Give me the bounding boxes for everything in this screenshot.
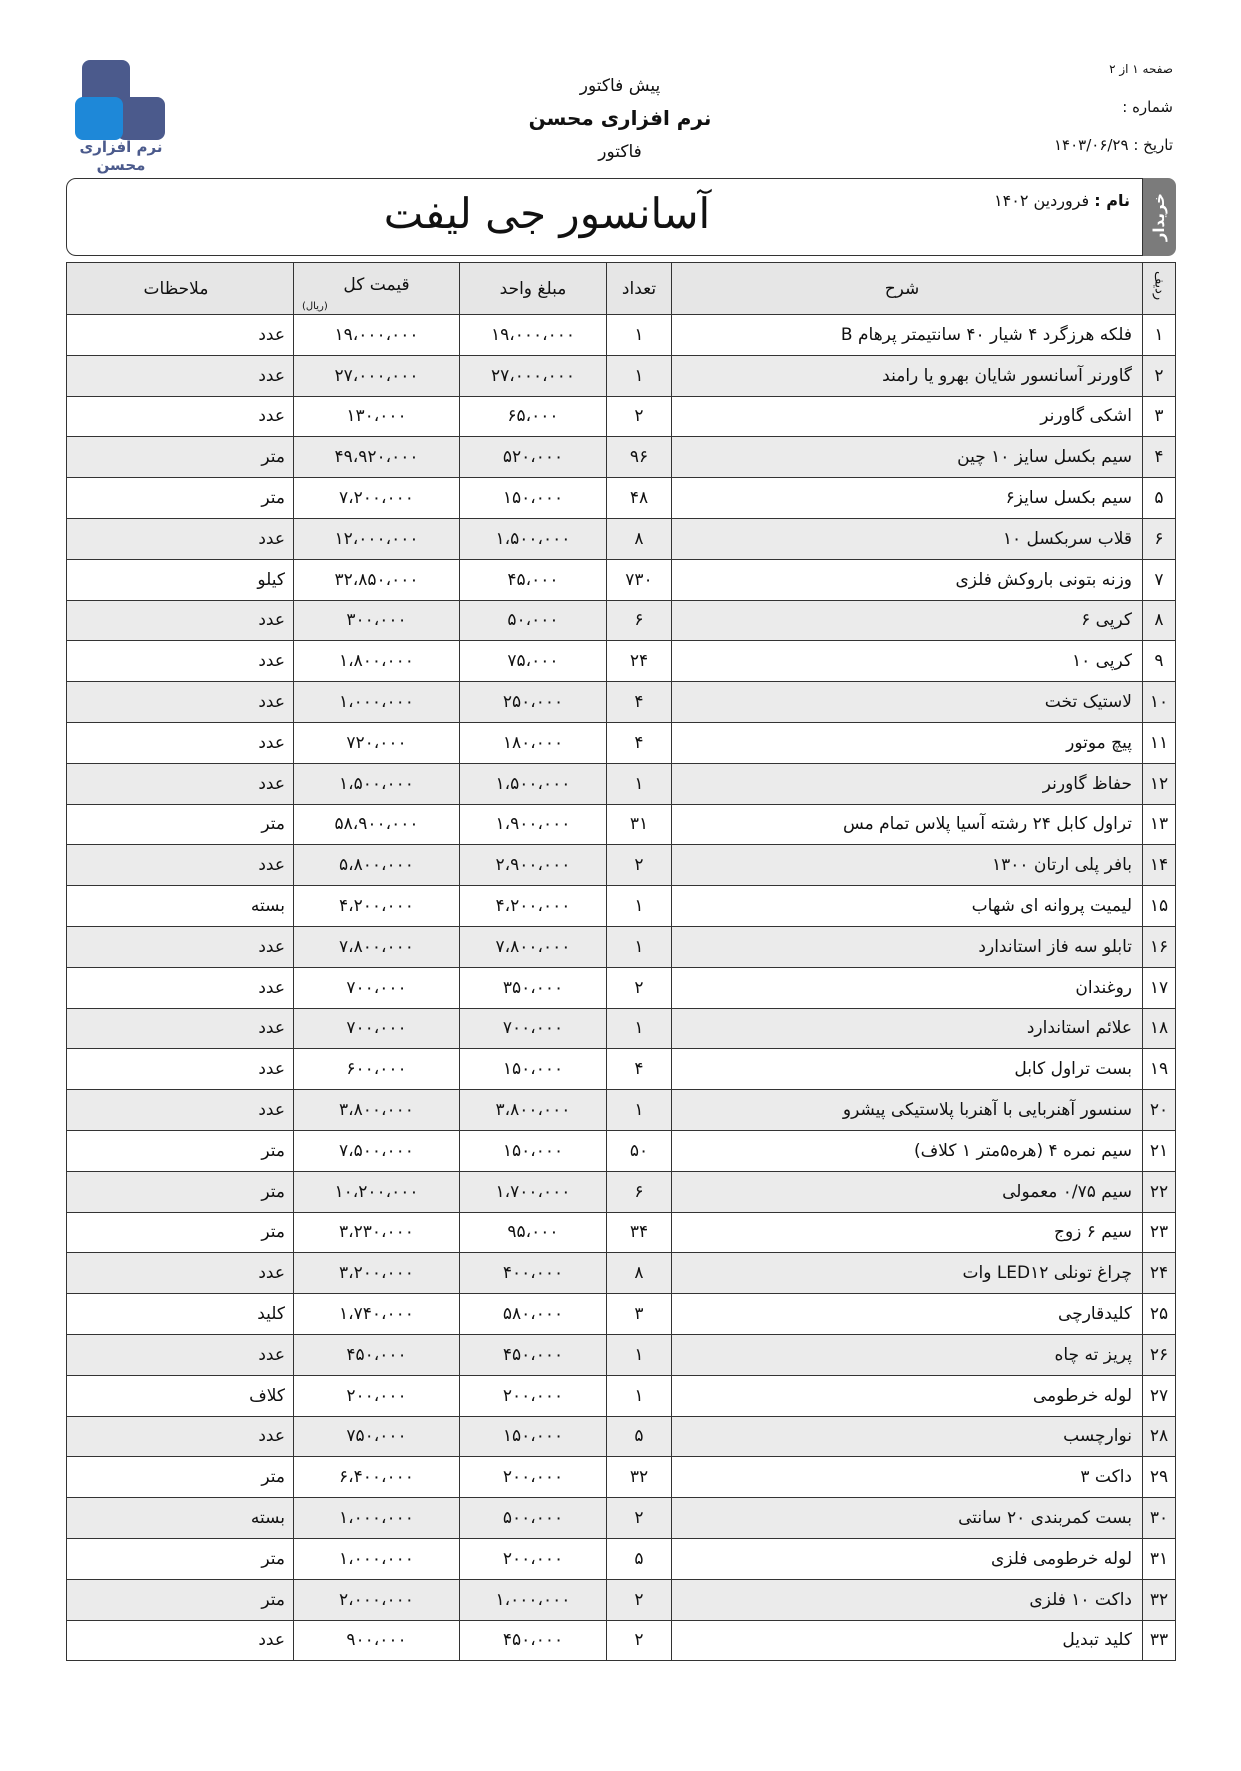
total-price-cell: ۳،۲۳۰،۰۰۰ [294, 1212, 460, 1253]
total-price-cell: ۱،۰۰۰،۰۰۰ [294, 682, 460, 723]
total-price-cell: ۱،۰۰۰،۰۰۰ [294, 1498, 460, 1539]
total-price-cell: ۱۳۰،۰۰۰ [294, 396, 460, 437]
row-number-cell: ۴ [1143, 437, 1176, 478]
row-number-cell: ۱۲ [1143, 763, 1176, 804]
table-row [67, 967, 1176, 1008]
buyer-tab-label: خریدار [1150, 192, 1168, 242]
table-row [67, 804, 1176, 845]
buyer-tab [1142, 178, 1176, 256]
description-cell: داکت ۳ [672, 1457, 1143, 1498]
header-total-label: قیمت کل [343, 274, 410, 295]
quantity-cell: ۱ [607, 355, 672, 396]
unit-price-cell: ۷۰۰،۰۰۰ [460, 1008, 607, 1049]
table-row [67, 559, 1176, 600]
quantity-cell: ۴ [607, 1049, 672, 1090]
quantity-cell: ۷۳۰ [607, 559, 672, 600]
quantity-cell: ۶ [607, 1171, 672, 1212]
quantity-cell: ۱ [607, 763, 672, 804]
row-number-cell: ۱۳ [1143, 804, 1176, 845]
quantity-cell: ۳۲ [607, 1457, 672, 1498]
quantity-cell: ۴ [607, 682, 672, 723]
row-number-cell: ۲۲ [1143, 1171, 1176, 1212]
quantity-cell: ۲ [607, 1579, 672, 1620]
description-cell: بافر پلی ارتان ۱۳۰۰ [672, 845, 1143, 886]
row-number-cell: ۲۰ [1143, 1090, 1176, 1131]
row-number-cell: ۲۹ [1143, 1457, 1176, 1498]
quantity-cell: ۵ [607, 1538, 672, 1579]
unit-price-cell: ۵۰۰،۰۰۰ [460, 1498, 607, 1539]
invoice-number: شماره : [1122, 98, 1173, 116]
description-cell: سیم ۰/۷۵ معمولی [672, 1171, 1143, 1212]
description-cell: بست تراول کابل [672, 1049, 1143, 1090]
quantity-cell: ۵ [607, 1416, 672, 1457]
total-price-cell: ۳۲،۸۵۰،۰۰۰ [294, 559, 460, 600]
notes-cell: عدد [67, 763, 294, 804]
table-row [67, 600, 1176, 641]
invoice-items-table [66, 262, 1176, 1661]
row-number-cell: ۱۸ [1143, 1008, 1176, 1049]
description-cell: لیمیت پروانه ای شهاب [672, 886, 1143, 927]
unit-price-cell: ۲۰۰،۰۰۰ [460, 1538, 607, 1579]
logo-text: نرم افزاری محسن [79, 138, 163, 174]
unit-price-cell: ۱،۹۰۰،۰۰۰ [460, 804, 607, 845]
total-price-cell: ۷،۵۰۰،۰۰۰ [294, 1130, 460, 1171]
quantity-cell: ۴۸ [607, 478, 672, 519]
total-price-cell: ۱۹،۰۰۰،۰۰۰ [294, 315, 460, 356]
description-cell: سنسور آهنربایی با آهنربا پلاستیکی پیشرو [672, 1090, 1143, 1131]
row-number-cell: ۲۱ [1143, 1130, 1176, 1171]
description-cell: پیچ موتور [672, 722, 1143, 763]
notes-cell: عدد [67, 1253, 294, 1294]
buyer-name [994, 191, 1130, 210]
notes-cell: عدد [67, 600, 294, 641]
total-price-cell: ۵۸،۹۰۰،۰۰۰ [294, 804, 460, 845]
table-row [67, 1538, 1176, 1579]
unit-price-cell: ۲۷،۰۰۰،۰۰۰ [460, 355, 607, 396]
quantity-cell: ۲ [607, 1620, 672, 1661]
row-number-cell: ۶ [1143, 518, 1176, 559]
table-row [67, 1171, 1176, 1212]
table-row [67, 722, 1176, 763]
quantity-cell: ۱ [607, 926, 672, 967]
quantity-cell: ۱ [607, 1334, 672, 1375]
buyer-name-label: نام : [1094, 191, 1130, 210]
total-price-cell: ۴۵۰،۰۰۰ [294, 1334, 460, 1375]
table-row [67, 886, 1176, 927]
description-cell: نوارچسب [672, 1416, 1143, 1457]
table-row [67, 518, 1176, 559]
table-row [67, 1579, 1176, 1620]
row-number-cell: ۱۹ [1143, 1049, 1176, 1090]
unit-price-cell: ۱۸۰،۰۰۰ [460, 722, 607, 763]
description-cell: حفاظ گاورنر [672, 763, 1143, 804]
header-description: شرح [672, 263, 1143, 315]
table-row [67, 478, 1176, 519]
row-number-cell: ۲۴ [1143, 1253, 1176, 1294]
unit-price-cell: ۱،۰۰۰،۰۰۰ [460, 1579, 607, 1620]
notes-cell: عدد [67, 396, 294, 437]
total-price-cell: ۵،۸۰۰،۰۰۰ [294, 845, 460, 886]
row-number-cell: ۲ [1143, 355, 1176, 396]
quantity-cell: ۲ [607, 396, 672, 437]
unit-price-cell: ۴،۲۰۰،۰۰۰ [460, 886, 607, 927]
unit-price-cell: ۱۵۰،۰۰۰ [460, 1049, 607, 1090]
unit-price-cell: ۱۹،۰۰۰،۰۰۰ [460, 315, 607, 356]
notes-cell: عدد [67, 926, 294, 967]
unit-price-cell: ۳۵۰،۰۰۰ [460, 967, 607, 1008]
row-number-cell: ۷ [1143, 559, 1176, 600]
table-row [67, 1457, 1176, 1498]
total-price-cell: ۴۹،۹۲۰،۰۰۰ [294, 437, 460, 478]
total-price-cell: ۶،۴۰۰،۰۰۰ [294, 1457, 460, 1498]
quantity-cell: ۳۴ [607, 1212, 672, 1253]
table-row [67, 1253, 1176, 1294]
total-price-cell: ۳،۸۰۰،۰۰۰ [294, 1090, 460, 1131]
date-value: ۱۴۰۳/۰۶/۲۹ [1053, 136, 1129, 154]
unit-price-cell: ۵۸۰،۰۰۰ [460, 1294, 607, 1335]
table-row [67, 437, 1176, 478]
quantity-cell: ۵۰ [607, 1130, 672, 1171]
quantity-cell: ۱ [607, 886, 672, 927]
table-row [67, 845, 1176, 886]
notes-cell: عدد [67, 1334, 294, 1375]
table-header-row [67, 263, 1176, 315]
table-row [67, 682, 1176, 723]
table-row [67, 763, 1176, 804]
table-row [67, 396, 1176, 437]
unit-price-cell: ۳،۸۰۰،۰۰۰ [460, 1090, 607, 1131]
description-cell: تراول کابل ۲۴ رشته آسیا پلاس تمام مس [672, 804, 1143, 845]
row-number-cell: ۱۵ [1143, 886, 1176, 927]
unit-price-cell: ۱۵۰،۰۰۰ [460, 478, 607, 519]
table-row [67, 1294, 1176, 1335]
notes-cell: متر [67, 1171, 294, 1212]
row-number-cell: ۸ [1143, 600, 1176, 641]
header-total-price [294, 263, 460, 315]
notes-cell: عدد [67, 845, 294, 886]
description-cell: کرپی ۱۰ [672, 641, 1143, 682]
row-number-cell: ۲۸ [1143, 1416, 1176, 1457]
total-price-cell: ۹۰۰،۰۰۰ [294, 1620, 460, 1661]
company-name: نرم افزاری محسن [528, 106, 712, 130]
notes-cell: بسته [67, 886, 294, 927]
notes-cell: عدد [67, 1416, 294, 1457]
total-price-cell: ۱۰،۲۰۰،۰۰۰ [294, 1171, 460, 1212]
notes-cell: متر [67, 478, 294, 519]
buyer-name-value: فروردین ۱۴۰۲ [994, 191, 1090, 210]
description-cell: سیم بکسل سایز۶ [672, 478, 1143, 519]
description-cell: روغندان [672, 967, 1143, 1008]
description-cell: اشکی گاورنر [672, 396, 1143, 437]
row-number-cell: ۳۳ [1143, 1620, 1176, 1661]
table-row [67, 1334, 1176, 1375]
notes-cell: عدد [67, 1049, 294, 1090]
total-price-cell: ۲۰۰،۰۰۰ [294, 1375, 460, 1416]
description-cell: سیم ۶ زوج [672, 1212, 1143, 1253]
page-info: صفحه ۱ از ۲ [1109, 62, 1173, 76]
notes-cell: عدد [67, 722, 294, 763]
quantity-cell: ۴ [607, 722, 672, 763]
total-price-cell: ۱،۷۴۰،۰۰۰ [294, 1294, 460, 1335]
quantity-cell: ۲ [607, 845, 672, 886]
description-cell: چراغ تونلی LED۱۲ وات [672, 1253, 1143, 1294]
unit-price-cell: ۴۵۰،۰۰۰ [460, 1620, 607, 1661]
total-price-cell: ۲،۰۰۰،۰۰۰ [294, 1579, 460, 1620]
description-cell: علائم استاندارد [672, 1008, 1143, 1049]
table-row [67, 1008, 1176, 1049]
notes-cell: متر [67, 804, 294, 845]
quantity-cell: ۹۶ [607, 437, 672, 478]
row-number-cell: ۱۷ [1143, 967, 1176, 1008]
total-price-cell: ۳۰۰،۰۰۰ [294, 600, 460, 641]
quantity-cell: ۳۱ [607, 804, 672, 845]
document-type: پیش فاکتور [579, 76, 661, 96]
buyer-company-title: آسانسور جی لیفت [383, 189, 711, 238]
table-row [67, 315, 1176, 356]
table-row [67, 641, 1176, 682]
table-row [67, 1416, 1176, 1457]
buyer-box [66, 178, 1143, 256]
quantity-cell: ۱ [607, 1375, 672, 1416]
notes-cell: عدد [67, 682, 294, 723]
unit-price-cell: ۲،۹۰۰،۰۰۰ [460, 845, 607, 886]
unit-price-cell: ۷۵،۰۰۰ [460, 641, 607, 682]
unit-price-cell: ۴۵،۰۰۰ [460, 559, 607, 600]
row-number-cell: ۲۳ [1143, 1212, 1176, 1253]
quantity-cell: ۸ [607, 1253, 672, 1294]
notes-cell: متر [67, 1212, 294, 1253]
table-row [67, 926, 1176, 967]
table-row [67, 1090, 1176, 1131]
header-total-currency: (ریال) [302, 301, 328, 312]
notes-cell: متر [67, 1130, 294, 1171]
description-cell: لاستیک تخت [672, 682, 1143, 723]
unit-price-cell: ۴۰۰،۰۰۰ [460, 1253, 607, 1294]
total-price-cell: ۱۲،۰۰۰،۰۰۰ [294, 518, 460, 559]
description-cell: لوله خرطومی فلزی [672, 1538, 1143, 1579]
quantity-cell: ۲ [607, 1498, 672, 1539]
notes-cell: عدد [67, 967, 294, 1008]
quantity-cell: ۸ [607, 518, 672, 559]
quantity-cell: ۳ [607, 1294, 672, 1335]
row-number-cell: ۱۱ [1143, 722, 1176, 763]
header-notes: ملاحظات [67, 263, 294, 315]
unit-price-cell: ۵۰،۰۰۰ [460, 600, 607, 641]
row-number-cell: ۳۲ [1143, 1579, 1176, 1620]
quantity-cell: ۱ [607, 1090, 672, 1131]
description-cell: سیم نمره ۴ (هره۵متر ۱ کلاف) [672, 1130, 1143, 1171]
row-number-cell: ۳۰ [1143, 1498, 1176, 1539]
quantity-cell: ۶ [607, 600, 672, 641]
table-row [67, 1498, 1176, 1539]
table-row [67, 1620, 1176, 1661]
document-subtitle: فاکتور [598, 142, 642, 162]
table-row [67, 1212, 1176, 1253]
row-number-cell: ۵ [1143, 478, 1176, 519]
unit-price-cell: ۱،۵۰۰،۰۰۰ [460, 518, 607, 559]
notes-cell: بسته [67, 1498, 294, 1539]
notes-cell: عدد [67, 1620, 294, 1661]
unit-price-cell: ۱۵۰،۰۰۰ [460, 1416, 607, 1457]
row-number-cell: ۲۵ [1143, 1294, 1176, 1335]
row-number-cell: ۱۶ [1143, 926, 1176, 967]
total-price-cell: ۴،۲۰۰،۰۰۰ [294, 886, 460, 927]
company-logo [62, 60, 192, 175]
description-cell: کلیدقارچی [672, 1294, 1143, 1335]
header-unit-price: مبلغ واحد [460, 263, 607, 315]
total-price-cell: ۶۰۰،۰۰۰ [294, 1049, 460, 1090]
description-cell: داکت ۱۰ فلزی [672, 1579, 1143, 1620]
total-price-cell: ۱،۰۰۰،۰۰۰ [294, 1538, 460, 1579]
notes-cell: کلید [67, 1294, 294, 1335]
notes-cell: عدد [67, 355, 294, 396]
notes-cell: عدد [67, 1008, 294, 1049]
description-cell: گاورنر آسانسور شایان بهرو یا رامند [672, 355, 1143, 396]
total-price-cell: ۷۵۰،۰۰۰ [294, 1416, 460, 1457]
description-cell: قلاب سربکسل ۱۰ [672, 518, 1143, 559]
notes-cell: متر [67, 1457, 294, 1498]
notes-cell: متر [67, 1579, 294, 1620]
row-number-cell: ۱۰ [1143, 682, 1176, 723]
row-number-cell: ۱۴ [1143, 845, 1176, 886]
header-quantity: تعداد [607, 263, 672, 315]
unit-price-cell: ۹۵،۰۰۰ [460, 1212, 607, 1253]
description-cell: تابلو سه فاز استاندارد [672, 926, 1143, 967]
row-number-cell: ۲۷ [1143, 1375, 1176, 1416]
row-number-cell: ۱ [1143, 315, 1176, 356]
description-cell: وزنه بتونی باروکش فلزی [672, 559, 1143, 600]
notes-cell: متر [67, 1538, 294, 1579]
row-number-cell: ۲۶ [1143, 1334, 1176, 1375]
quantity-cell: ۲۴ [607, 641, 672, 682]
total-price-cell: ۷،۸۰۰،۰۰۰ [294, 926, 460, 967]
notes-cell: عدد [67, 641, 294, 682]
row-number-cell: ۳۱ [1143, 1538, 1176, 1579]
unit-price-cell: ۶۵،۰۰۰ [460, 396, 607, 437]
description-cell: سیم بکسل سایز ۱۰ چین [672, 437, 1143, 478]
unit-price-cell: ۵۲۰،۰۰۰ [460, 437, 607, 478]
unit-price-cell: ۴۵۰،۰۰۰ [460, 1334, 607, 1375]
invoice-date [1054, 136, 1173, 154]
table-row [67, 1375, 1176, 1416]
notes-cell: متر [67, 437, 294, 478]
notes-cell: عدد [67, 518, 294, 559]
unit-price-cell: ۱،۷۰۰،۰۰۰ [460, 1171, 607, 1212]
notes-cell: عدد [67, 1090, 294, 1131]
notes-cell: عدد [67, 315, 294, 356]
unit-price-cell: ۱،۵۰۰،۰۰۰ [460, 763, 607, 804]
total-price-cell: ۷۲۰،۰۰۰ [294, 722, 460, 763]
description-cell: لوله خرطومی [672, 1375, 1143, 1416]
total-price-cell: ۷۰۰،۰۰۰ [294, 1008, 460, 1049]
table-row [67, 1049, 1176, 1090]
header-row-number: ردیف [1143, 263, 1176, 315]
quantity-cell: ۱ [607, 315, 672, 356]
description-cell: کلید تبدیل [672, 1620, 1143, 1661]
total-price-cell: ۱،۵۰۰،۰۰۰ [294, 763, 460, 804]
table-row [67, 355, 1176, 396]
unit-price-cell: ۲۵۰،۰۰۰ [460, 682, 607, 723]
notes-cell: کیلو [67, 559, 294, 600]
description-cell: پریز ته چاه [672, 1334, 1143, 1375]
total-price-cell: ۷۰۰،۰۰۰ [294, 967, 460, 1008]
unit-price-cell: ۲۰۰،۰۰۰ [460, 1375, 607, 1416]
unit-price-cell: ۲۰۰،۰۰۰ [460, 1457, 607, 1498]
unit-price-cell: ۱۵۰،۰۰۰ [460, 1130, 607, 1171]
total-price-cell: ۳،۲۰۰،۰۰۰ [294, 1253, 460, 1294]
total-price-cell: ۷،۲۰۰،۰۰۰ [294, 478, 460, 519]
quantity-cell: ۱ [607, 1008, 672, 1049]
row-number-cell: ۹ [1143, 641, 1176, 682]
description-cell: فلکه هرزگرد ۴ شیار ۴۰ سانتیمتر پرهام B [672, 315, 1143, 356]
total-price-cell: ۲۷،۰۰۰،۰۰۰ [294, 355, 460, 396]
total-price-cell: ۱،۸۰۰،۰۰۰ [294, 641, 460, 682]
notes-cell: کلاف [67, 1375, 294, 1416]
description-cell: کرپی ۶ [672, 600, 1143, 641]
row-number-cell: ۳ [1143, 396, 1176, 437]
table-row [67, 1130, 1176, 1171]
date-label: تاریخ : [1133, 136, 1173, 154]
unit-price-cell: ۷،۸۰۰،۰۰۰ [460, 926, 607, 967]
quantity-cell: ۲ [607, 967, 672, 1008]
description-cell: بست کمربندی ۲۰ سانتی [672, 1498, 1143, 1539]
